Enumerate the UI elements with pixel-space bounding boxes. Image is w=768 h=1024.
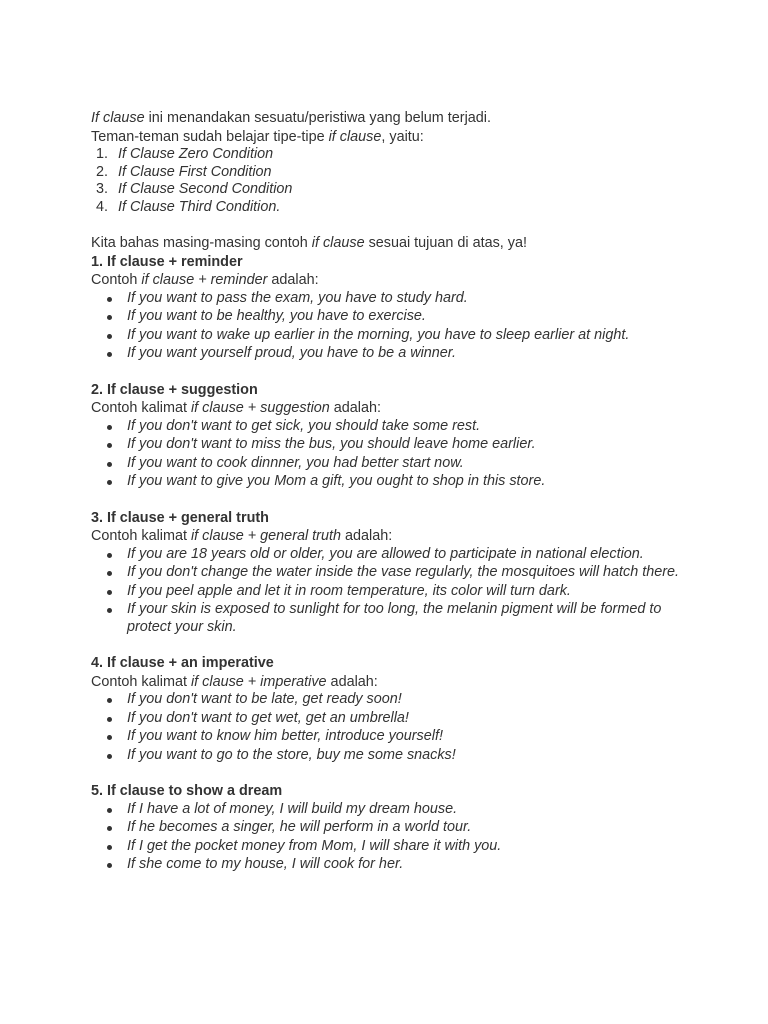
list-item: 4. If Clause Third Condition.: [96, 199, 281, 216]
intro-line-2: Teman-teman sudah belajar tipe-tipe if clause, yaitu:: [91, 128, 424, 145]
section-heading: 2. If clause + suggestion: [91, 381, 258, 398]
intro-line-3: Kita bahas masing-masing contoh if clause sesuai tujuan di atas, ya!: [91, 235, 527, 252]
section-heading: 3. If clause + general truth: [91, 509, 269, 526]
section-heading: 1. If clause + reminder: [91, 253, 243, 270]
list-item: If you don't want to be late, get ready soon!: [91, 691, 691, 708]
list-item: If you are 18 years old or older, you are allowed to participate in national election.: [91, 546, 687, 563]
list-item: 1. If Clause Zero Condition: [96, 146, 274, 162]
section-intro: Contoh kalimat if clause + imperative adalah:: [91, 673, 378, 690]
document-content: [91, 109, 691, 875]
list-item: If you want to wake up earlier in the morning, you have to sleep earlier at night.: [91, 327, 691, 344]
list-item: If you want to know him better, introduce yourself!: [91, 728, 691, 745]
list-item: If I have a lot of money, I will build my dream house.: [91, 801, 691, 818]
example-list: [91, 290, 691, 363]
section-intro: Contoh if clause + reminder adalah:: [91, 272, 319, 289]
list-item: If you don't want to get sick, you should take some rest.: [91, 418, 691, 435]
list-item: If you want yourself proud, you have to be a winner.: [91, 345, 691, 362]
example-list: [91, 418, 691, 491]
example-list: [91, 691, 691, 764]
list-item: If he becomes a singer, he will perform in a world tour.: [91, 819, 691, 836]
list-item: If you want to give you Mom a gift, you ought to shop in this store.: [91, 473, 691, 490]
list-item: If you want to cook dinnner, you had better start now.: [91, 455, 691, 472]
list-item: 2. If Clause First Condition: [96, 163, 272, 180]
if-clause-types-list: [91, 146, 691, 217]
list-item: If I get the pocket money from Mom, I will share it with you.: [91, 838, 691, 855]
list-item: If you want to be healthy, you have to exercise.: [91, 308, 691, 325]
list-item: If you peel apple and let it in room temperature, its color will turn dark.: [91, 583, 687, 600]
section-intro: Contoh kalimat if clause + general truth adalah:: [91, 528, 393, 545]
section-intro: Contoh kalimat if clause + suggestion adalah:: [91, 400, 382, 417]
example-list: [91, 801, 691, 874]
section-heading: 5. If clause to show a dream: [91, 783, 283, 800]
list-item: If you don't want to miss the bus, you should leave home earlier.: [91, 436, 691, 453]
example-list: [91, 546, 691, 636]
section-heading: 4. If clause + an imperative: [91, 655, 274, 672]
list-item: If you don't want to get wet, get an umbrella!: [91, 710, 691, 727]
intro-line-1: If clause ini menandakan sesuatu/peristiwa yang belum terjadi.: [91, 110, 491, 126]
list-item: If you want to pass the exam, you have to study hard.: [91, 290, 691, 307]
list-item: If your skin is exposed to sunlight for too long, the melanin pigment will be formed to protect your skin.: [91, 601, 687, 636]
list-item: If you don't change the water inside the vase regularly, the mosquitoes will hatch there.: [91, 564, 687, 581]
list-item: If you want to go to the store, buy me some snacks!: [91, 747, 691, 764]
list-item: 3. If Clause Second Condition: [96, 181, 293, 198]
list-item: If she come to my house, I will cook for her.: [91, 856, 691, 873]
